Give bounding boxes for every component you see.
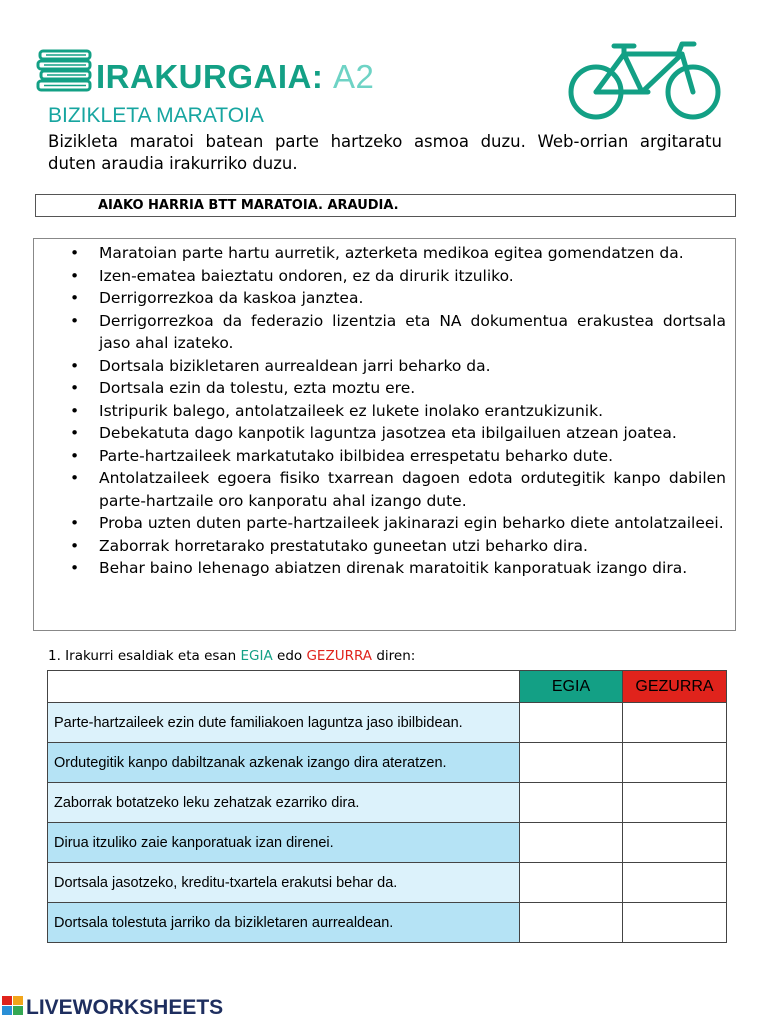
liveworksheets-logo[interactable] xyxy=(2,996,223,1020)
title-main: IRAKURGAIA xyxy=(96,58,312,95)
rule-item: • Dortsala ezin da tolestu, ezta moztu ere. xyxy=(70,377,726,400)
rule-item: • Istripurik balego, antolatzaileek ez lukete inolako erantzukizunik. xyxy=(70,400,726,423)
true-false-table xyxy=(47,670,727,943)
egia-answer-cell[interactable] xyxy=(520,863,623,903)
statement-cell: Dortsala jasotzeko, kreditu-txartela erakutsi behar da. xyxy=(48,863,520,903)
egia-answer-cell[interactable] xyxy=(520,743,623,783)
rule-item: • Derrigorrezkoa da federazio lizentzia eta NA dokumentua erakustea dortsala jaso ahal izateko. xyxy=(70,311,726,352)
egia-column-header: EGIA xyxy=(520,671,623,703)
page-subtitle: BIZIKLETA MARATOIA xyxy=(48,104,264,127)
gezurra-answer-cell[interactable] xyxy=(623,743,727,783)
bullet-icon: • xyxy=(70,356,80,375)
gezurra-answer-cell[interactable] xyxy=(623,783,727,823)
gezurra-column-header: GEZURRA xyxy=(623,671,727,703)
rule-item: • Antolatzaileek egoera fisiko txarrean dagoen edota ordutegitik kanpo dabilen parte-hartzaile oro kanporatu ahal izango dute. xyxy=(70,469,726,510)
table-row xyxy=(48,863,727,903)
rules-list xyxy=(70,242,726,580)
table-row xyxy=(48,903,727,943)
bullet-icon: • xyxy=(70,401,80,420)
rule-item: • Proba uzten duten parte-hartzaileek jakinarazi egin beharko diete antolatzaileei. xyxy=(70,512,726,535)
statement-cell: Parte-hartzaileek ezin dute familiakoen laguntza jaso ibilbidean. xyxy=(48,703,520,743)
bullet-icon: • xyxy=(70,266,80,285)
rule-item: • Maratoian parte hartu aurretik, azterketa medikoa egitea gomendatzen da. xyxy=(70,242,726,265)
egia-answer-cell[interactable] xyxy=(520,783,623,823)
bicycle-icon xyxy=(566,38,724,122)
rules-title: AIAKO HARRIA BTT MARATOIA. ARAUDIA. xyxy=(98,198,399,213)
page-title xyxy=(96,58,374,96)
intro-text: Bizikleta maratoi batean parte hartzeko asmoa duzu. Web-orrian argitaratu duten araudia irakurriko duzu. xyxy=(48,132,722,173)
rule-item: • Izen-ematea baieztatu ondoren, ez da dirurik itzuliko. xyxy=(70,265,726,288)
bullet-icon: • xyxy=(70,559,80,577)
egia-word: EGIA xyxy=(240,648,273,664)
gezurra-answer-cell[interactable] xyxy=(623,823,727,863)
liveworksheets-logo-icon xyxy=(2,996,24,1016)
statement-cell: Dirua itzuliko zaie kanporatuak izan direnei. xyxy=(48,823,520,863)
header-blank-cell xyxy=(48,671,520,703)
rule-item: • Debekatuta dago kanpotik laguntza jasotzea eta ibilgailuen atzean joatea. xyxy=(70,422,726,445)
egia-answer-cell[interactable] xyxy=(520,903,623,943)
egia-answer-cell[interactable] xyxy=(520,823,623,863)
table-row xyxy=(48,743,727,783)
exercise-question: 1. Irakurri esaldiak eta esan EGIA edo GEZURRA diren: xyxy=(48,648,416,664)
logo-text: LIVEWORKSHEETS xyxy=(26,996,224,1019)
gezurra-answer-cell[interactable] xyxy=(623,903,727,943)
rule-item: • Dortsala bizikletaren aurrealdean jarri beharko da. xyxy=(70,355,726,378)
bullet-icon: • xyxy=(70,424,80,442)
bullet-icon: • xyxy=(70,289,80,307)
gezurra-answer-cell[interactable] xyxy=(623,703,727,743)
bullet-icon: • xyxy=(70,536,80,555)
bullet-icon: • xyxy=(70,469,80,487)
level-label: A2 xyxy=(333,58,375,95)
table-row xyxy=(48,703,727,743)
table-row xyxy=(48,783,727,823)
rule-item: • Behar baino lehenago abiatzen direnak maratoitik kanporatuak izango dira. xyxy=(70,557,726,580)
rule-item: • Zaborrak horretarako prestatutako guneetan utzi beharko dira. xyxy=(70,535,726,558)
gezurra-word: GEZURRA xyxy=(306,648,373,664)
rule-item: • Derrigorrezkoa da kaskoa janztea. xyxy=(70,287,726,310)
table-row xyxy=(48,823,727,863)
statement-cell: Zaborrak botatzeko leku zehatzak ezarriko dira. xyxy=(48,783,520,823)
bullet-icon: • xyxy=(70,514,80,532)
bullet-icon: • xyxy=(70,311,80,330)
bullet-icon: • xyxy=(70,244,80,262)
statement-cell: Dortsala tolestuta jarriko da bizikletaren aurrealdean. xyxy=(48,903,520,943)
bullet-icon: • xyxy=(70,379,80,397)
egia-answer-cell[interactable] xyxy=(520,703,623,743)
bullet-icon: • xyxy=(70,446,80,465)
rule-item: • Parte-hartzaileek markatutako ibilbidea errespetatu beharko dute. xyxy=(70,445,726,468)
title-colon: : xyxy=(311,58,324,95)
statement-cell: Ordutegitik kanpo dabiltzanak azkenak izango dira ateratzen. xyxy=(48,743,520,783)
books-icon xyxy=(36,48,94,94)
table-header-row xyxy=(48,671,727,703)
gezurra-answer-cell[interactable] xyxy=(623,863,727,903)
